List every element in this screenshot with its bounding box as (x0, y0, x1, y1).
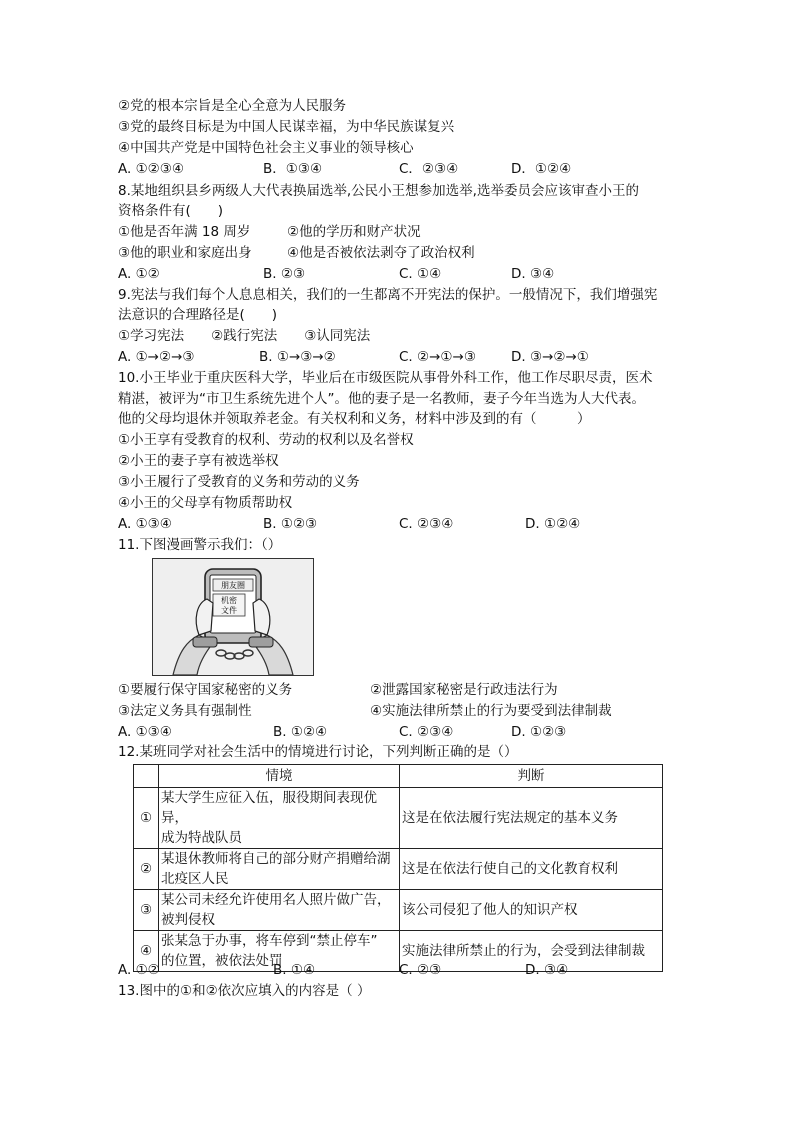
q12-option-b: B. ①④ (273, 962, 316, 978)
row-judgment: 实施法律所禁止的行为，会受到法律制裁 (400, 931, 663, 972)
row-judgment: 这是在依法履行宪法规定的基本义务 (400, 788, 663, 849)
q7-option-b: B．①③④ (263, 161, 323, 177)
cartoon-label-moments: 朋友圈 (221, 581, 245, 590)
q9-items: ①学习宪法 ②践行宪法 ③认同宪法 (118, 328, 371, 344)
q11-option-b: B. ①②④ (273, 724, 328, 740)
q8-statement-1: ①他是否年满 18 周岁 (118, 224, 251, 240)
q11-statement-4: ④实施法律所禁止的行为要受到法律制裁 (370, 703, 612, 719)
row-number: ③ (134, 890, 159, 931)
row-scene: 张某急于办事，将车停到“禁止停车” 的位置，被依法处罚 (159, 931, 400, 972)
table-header-judge: 判断 (400, 765, 663, 788)
q11-stem: 11.下图漫画警示我们：（） (118, 537, 282, 553)
q7-statement-4: ④中国共产党是中国特色社会主义事业的领导核心 (118, 140, 414, 156)
q10-stem-line3: 他的父母均退休并领取养老金。有关权利和义务，材料中涉及到的有（ ） (118, 411, 591, 427)
row-judgment: 该公司侵犯了他人的知识产权 (400, 890, 663, 931)
q10-option-d: D. ①②④ (525, 516, 581, 532)
q8-option-c: C. ①④ (399, 266, 442, 282)
q9-option-c: C. ②→①→③ (399, 349, 476, 365)
table-row (134, 849, 663, 890)
table-header-num (134, 765, 159, 788)
row-judgment: 这是在依法行使自己的文化教育权利 (400, 849, 663, 890)
q7-option-c: C．②③④ (399, 161, 459, 177)
q12-situation-table (133, 764, 663, 972)
q11-option-c: C. ②③④ (399, 724, 454, 740)
q11-option-d: D. ①②③ (511, 724, 567, 740)
table-header-scene: 情境 (159, 765, 400, 788)
cartoon-label-secret: 机密 (221, 596, 237, 605)
q10-statement-4: ④小王的父母享有物质帮助权 (118, 495, 293, 511)
q8-option-b: B. ②③ (263, 266, 306, 282)
q13-stem: 13.图中的①和②依次应填入的内容是（ ） (118, 983, 371, 999)
q10-statement-2: ②小王的妻子享有被选举权 (118, 453, 279, 469)
q12-stem: 12.某班同学对社会生活中的情境进行讨论，下列判断正确的是（） (118, 744, 518, 760)
row-scene: 某公司未经允许使用名人照片做广告， 被判侵权 (159, 890, 400, 931)
q11-option-a: A. ①③④ (118, 724, 172, 740)
q11-statement-3: ③法定义务具有强制性 (118, 703, 252, 719)
q12-option-a: A. ①② (118, 962, 160, 978)
q7-option-d: D．①②④ (511, 161, 572, 177)
row-number: ④ (134, 931, 159, 972)
q10-option-a: A. ①③④ (118, 516, 172, 532)
q10-option-b: B. ①②③ (263, 516, 318, 532)
q9-option-a: A. ①→②→③ (118, 349, 195, 365)
q10-statement-3: ③小王履行了受教育的义务和劳动的义务 (118, 474, 360, 490)
handcuffed-phone-illustration (153, 559, 313, 675)
q12-option-c: C. ②③ (399, 962, 442, 978)
q7-statement-2: ②党的根本宗旨是全心全意为人民服务 (118, 98, 347, 114)
table-row (134, 931, 663, 972)
q9-stem-line2: 法意识的合理路径是( ) (118, 307, 278, 323)
row-scene: 某退休教师将自己的部分财产捐赠给湖 北疫区人民 (159, 849, 400, 890)
q8-option-d: D. ③④ (511, 266, 555, 282)
q7-statement-3: ③党的最终目标是为中国人民谋幸福，为中华民族谋复兴 (118, 119, 455, 135)
cartoon-label-file: 文件 (221, 606, 237, 615)
q10-stem-line1: 10.小王毕业于重庆医科大学，毕业后在市级医院从事骨外科工作，他工作尽职尽责，医术 (118, 370, 653, 386)
q9-option-d: D. ③→②→① (511, 349, 589, 365)
cartoon-image (152, 558, 314, 676)
table-header-row (134, 765, 663, 788)
row-scene: 某大学生应征入伍，服役期间表现优异， 成为特战队员 (159, 788, 400, 849)
q8-stem-line2: 资格条件有( ) (118, 203, 224, 219)
table-row (134, 890, 663, 931)
q9-option-b: B. ①→③→② (259, 349, 336, 365)
q8-option-a: A. ①② (118, 266, 160, 282)
q10-option-c: C. ②③④ (399, 516, 454, 532)
q11-statement-2: ②泄露国家秘密是行政违法行为 (370, 682, 558, 698)
q11-statement-1: ①要履行保守国家秘密的义务 (118, 682, 293, 698)
q9-stem-line1: 9.宪法与我们每个人息息相关，我们的一生都离不开宪法的保护。一般情况下，我们增强宪 (118, 287, 658, 303)
q8-statement-4: ④他是否被依法剥夺了政治权利 (287, 245, 475, 261)
q8-stem-line1: 8.某地组织县乡两级人大代表换届选举,公民小王想参加选举,选举委员会应该审查小王的 (118, 183, 639, 199)
q10-stem-line2: 精湛，被评为“市卫生系统先进个人”。他的妻子是一名教师，妻子今年当选为人大代表。 (118, 391, 645, 407)
row-number: ① (134, 788, 159, 849)
q8-statement-2: ②他的学历和财产状况 (287, 224, 421, 240)
q12-option-d: D. ③④ (525, 962, 569, 978)
q8-statement-3: ③他的职业和家庭出身 (118, 245, 252, 261)
q10-statement-1: ①小王享有受教育的权利、劳动的权利以及名誉权 (118, 432, 414, 448)
row-number: ② (134, 849, 159, 890)
q7-option-a: A. ①②③④ (118, 161, 184, 177)
table-row (134, 788, 663, 849)
